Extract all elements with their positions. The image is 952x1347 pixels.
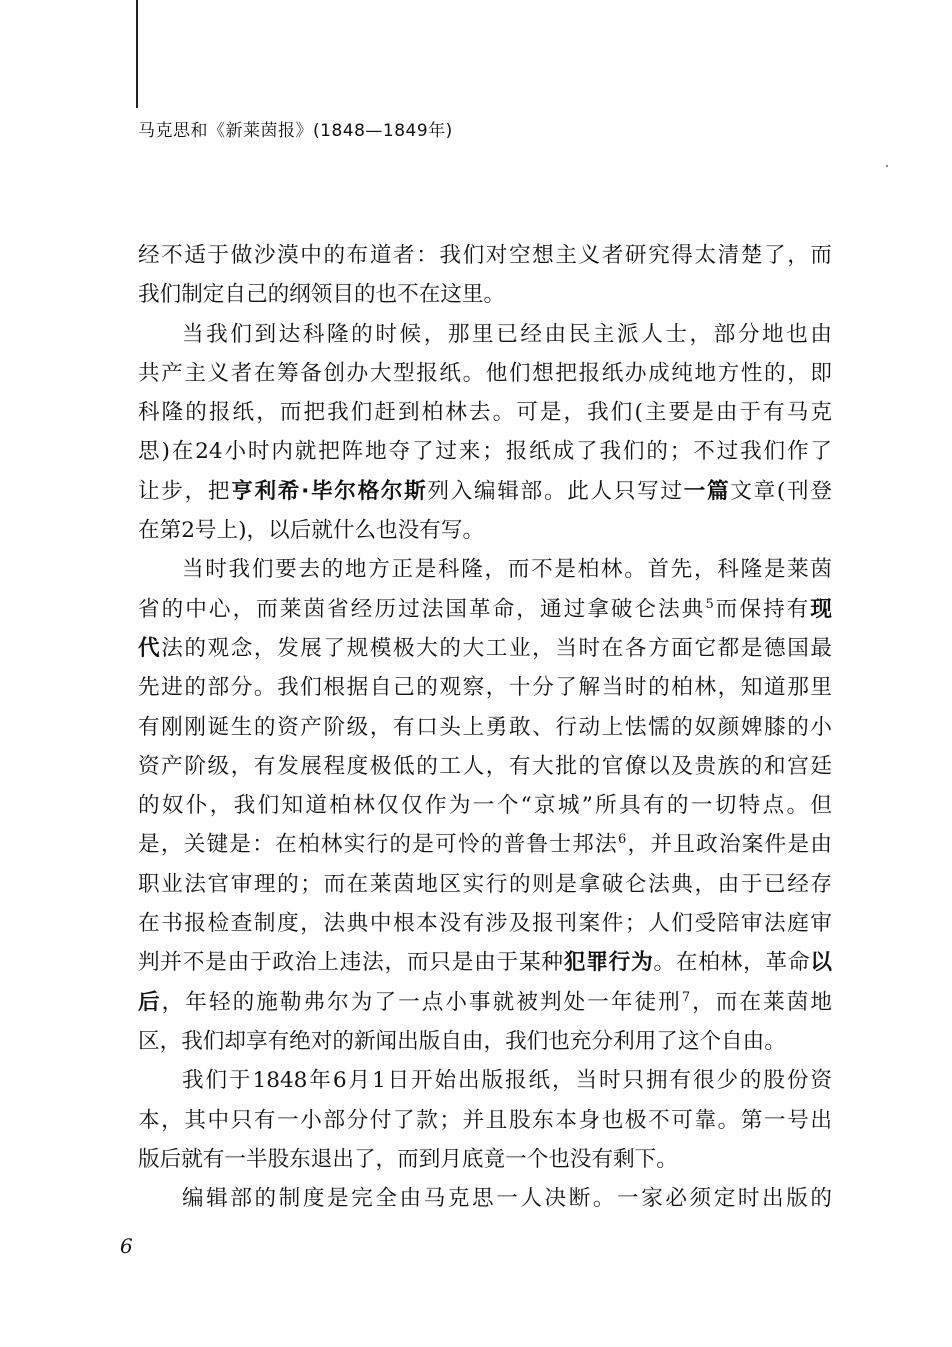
footnote-marker: 5 [705,596,714,612]
text-run: 判并不是由于政治上违法，而只是由于某种 [138,950,564,976]
text-run: 省的中心，而莱茵省经历过法国革命，通过拿破仑法典 [138,596,706,622]
text-line [138,590,832,629]
text-line: 我们制定自己的纲领目的也不在这里。 [138,282,506,308]
bold-name-buergers: 亨利希·毕尔格尔斯 [231,478,428,504]
text-run: 是，关键是：在柏林实行的是可怜的普鲁士邦法 [138,832,618,858]
text-line [138,943,832,982]
text-line [138,983,832,1022]
footnote-marker: 6 [617,832,627,848]
text-run: 法的观念，发展了规模极大的大工业，当时在各方面它都是德国最 [161,635,832,661]
text-line: 先进的部分。我们根据自己的观察，十分了解当时的柏林，知道那里 [138,675,832,701]
text-line: 经不适于做沙漠中的布道者：我们对空想主义者研究得太清楚了，而 [138,243,832,268]
body-text [138,236,832,1218]
text-run: ，而在莱茵地 [690,989,832,1015]
page-number: 6 [120,1234,133,1258]
footnote-marker: 7 [681,989,691,1005]
text-line: 本，其中只有一小部分付了款；并且股东本身也极不可靠。第一号出 [138,1107,832,1133]
bold-emphasis: 犯罪行为 [563,950,654,976]
bold-emphasis: 后 [138,989,162,1015]
text-line [138,629,832,668]
margin-rule [136,0,138,108]
text-line [138,825,832,864]
text-line: 版后就有一半股东退出了，而到月底竟一个也没有剩下。 [138,1146,678,1172]
text-line: 科隆的报纸，而把我们赶到柏林去。可是，我们(主要是由于有马克 [138,400,832,426]
text-run: 列入编辑部。此人只写过 [427,478,684,504]
text-line: 在书报检查制度，法典中根本没有涉及报刊案件；人们受陪审法庭审 [138,911,832,937]
text-line: 有刚刚诞生的资产阶级，有口头上勇敢、行动上怯懦的奴颜婢膝的小 [138,714,832,740]
paragraph-start-line: 当我们到达科隆的时候，那里已经由民主派人士，部分地也由 [182,321,832,347]
text-run: 。在柏林，革命 [653,950,811,976]
text-line: 区，我们却享有绝对的新闻出版自由，我们也充分利用了这个自由。 [138,1028,786,1054]
bold-emphasis: 以 [810,950,832,976]
text-run: ，年轻的施勒弗尔为了一点小事就被判处一年徒刑 [161,989,682,1015]
text-line: 职业法官审理的；而在莱茵地区实行的则是拿破仑法典，由于已经存 [138,871,832,897]
paragraph-start-line: 我们于1848年6月1日开始出版报纸，当时只拥有很少的股份资 [182,1068,832,1094]
bold-emphasis: 现 [810,596,832,622]
running-header: 马克思和《新莱茵报》(1848—1849年) [138,121,453,141]
page-speck [886,165,888,167]
text-run: 而保持有 [713,596,811,622]
text-line: 资产阶级，有发展程度极低的工人，有大批的官僚以及贵族的和宫廷 [138,753,832,779]
text-line: 在第2号上)，以后就什么也没有写。 [138,518,485,544]
bold-emphasis: 代 [138,635,162,661]
text-run: 文章(刊登 [730,478,832,504]
paragraph-start-line: 编辑部的制度是完全由马克思一人决断。一家必须定时出版的 [182,1186,832,1212]
bold-emphasis: 一篇 [683,478,731,504]
text-line: 的奴仆，我们知道柏林仅仅作为一个“京城”所具有的一切特点。但 [138,793,832,819]
text-run: ，并且政治案件是由 [626,832,832,858]
text-line [138,472,832,511]
text-line: 思)在24小时内就把阵地夺了过来；报纸成了我们的；不过我们作了 [138,439,832,465]
text-run: 让步，把 [138,478,232,504]
paragraph-start-line: 当时我们要去的地方正是科隆，而不是柏林。首先，科隆是莱茵 [182,557,832,583]
text-line: 共产主义者在筹备创办大型报纸。他们想把报纸办成纯地方性的，即 [138,360,832,386]
